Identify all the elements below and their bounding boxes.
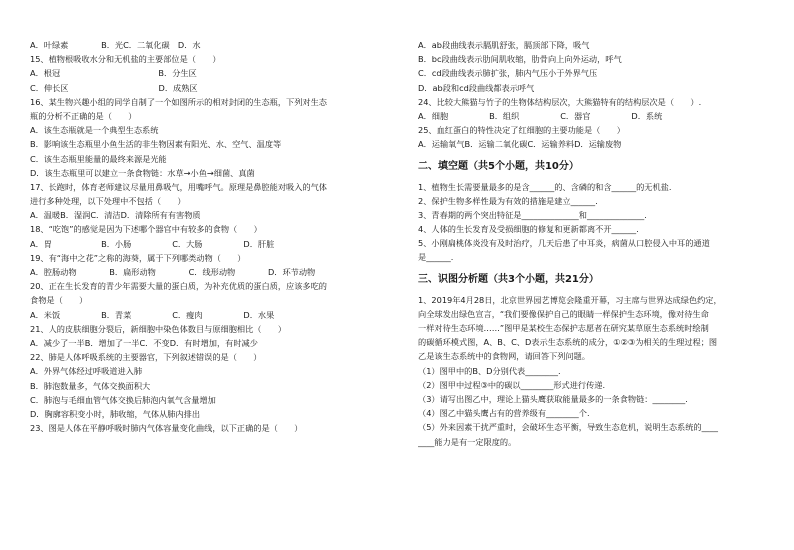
- text-line: B．bc段曲线表示肋间肌收缩，肋骨向上向外运动，呼气: [418, 54, 622, 65]
- text-line: B．肺泡数量多，气体交换面积大: [30, 380, 151, 391]
- text-line: 25、血红蛋白的特性决定了红细胞的主要功能是（ ）: [418, 125, 625, 136]
- right-column: [418, 38, 778, 449]
- text-line: 1、2019年4月28日，北京世界园艺博览会隆重开幕，习主席与世界达成绿色约定，: [418, 294, 722, 305]
- text-line: 15、植物根吸收水分和无机盐的主要部位是（ ）: [30, 54, 221, 65]
- text-line: 5、小刚扁桃体炎没有及时治疗，几天后患了中耳炎，病菌从口腔侵入中耳的通道: [418, 238, 710, 249]
- section-heading-fill-blank: 二、填空题（共5个小题，共10分）: [418, 160, 579, 172]
- text-line: 21、人的皮肤细胞分裂后，新细胞中染色体数目与原细胞相比（ ）: [30, 323, 287, 334]
- text-line: 进行多种处理，以下处理中不包括（ ）: [30, 196, 186, 207]
- text-line: 20、正在生长发育的青少年需要大量的蛋白质，为补充优质的蛋白质，应该多吃的: [30, 281, 327, 292]
- text-line: 24、比较大熊猫与竹子的生物体结构层次，大熊猫特有的结构层次是（ ）.: [418, 96, 702, 107]
- text-line: （2）图甲中过程③中的碳以________形式进行传递.: [418, 379, 606, 390]
- text-line: B．影响该生态瓶里小鱼生活的非生物因素有阳光、水、空气、温度等: [30, 139, 282, 150]
- text-line: A．细胞 B．组织 C．器官 D．系统: [418, 110, 663, 121]
- text-line: （3）请写出图乙中，理论上猫头鹰获取能量最多的一条食物链：________.: [418, 393, 688, 404]
- text-line: 向全球发出绿色宣言，“我们要像保护自己的眼睛一样保护生态环境，像对待生命: [418, 308, 709, 319]
- text-line: ____能力是有一定限度的。: [418, 436, 517, 447]
- text-line: 是______.: [418, 252, 454, 263]
- text-line: A．运输氧气B．运输二氧化碳C．运输养料D．运输废物: [418, 139, 622, 150]
- text-line: 的碳循环模式图，A、B、C、D表示生态系统的成分，①②③为相关的生理过程；图: [418, 337, 718, 348]
- text-line: 3、青春期的两个突出特征是______________和______________.: [418, 209, 647, 220]
- text-line: D．ab段和cd段曲线都表示呼气: [418, 82, 535, 93]
- text-line: 22、肺是人体呼吸系统的主要器官，下列叙述错误的是（ ）: [30, 352, 262, 363]
- text-line: C．肺泡与毛细血管气体交换后肺泡内氧气含量增加: [30, 394, 216, 405]
- text-line: 1、植物生长需要量最多的是含______的、含磷的和含______的无机盐.: [418, 181, 672, 192]
- text-line: A．胃 B．小肠 C．大肠 D．肝脏: [30, 238, 275, 249]
- text-line: 瓶的分析不正确的是（ ）: [30, 110, 137, 121]
- text-line: A．温暖B．湿润C．清洁D．清除所有有害物质: [30, 210, 201, 221]
- text-line: A．米饭 B．青菜 C．瘦肉 D．水果: [30, 309, 275, 320]
- text-line: 2、保护生物多样性最为有效的措施是建立______.: [418, 195, 598, 206]
- text-line: （4）图乙中猫头鹰占有的营养级有________个.: [418, 408, 590, 419]
- text-line: C．该生态瓶里能量的最终来源是光能: [30, 153, 167, 164]
- text-line: A．根冠 B．分生区: [30, 68, 197, 79]
- text-line: 4、人体的生长发育及受损细胞的修复和更新都离不开______.: [418, 224, 639, 235]
- text-line: 17、长跑时，体育老师建议尽量用鼻吸气，用嘴呼气。原理是鼻腔能对吸入的气体: [30, 181, 327, 192]
- text-line: D．该生态瓶里可以建立一条食物链：水草→小鱼→细菌、真菌: [30, 167, 255, 178]
- text-line: C．伸长区 D．成熟区: [30, 82, 198, 93]
- text-line: A．叶绿素 B．光C．二氧化碳 D．水: [30, 40, 201, 50]
- text-line: （5）外来因素干扰严重时，会破坏生态平衡，导致生态危机，说明生态系统的____: [418, 422, 718, 433]
- text-line: D．胸廓容积变小时，肺收缩，气体从肺内排出: [30, 408, 201, 419]
- text-line: 18、“吃饱”的感觉是因为下述哪个器官中有较多的食物（ ）: [30, 224, 262, 235]
- text-line: 16、某生物兴趣小组的同学自制了一个如图所示的相对封闭的生态瓶，下列对生态: [30, 96, 327, 107]
- text-line: C．cd段曲线表示肺扩张，肺内气压小于外界气压: [418, 68, 598, 79]
- left-column: [30, 38, 395, 435]
- text-line: 乙是该生态系统中的食物网，请回答下列问题。: [418, 351, 590, 362]
- text-line: A．减少了一半B．增加了一半C．不变D．有时增加，有时减少: [30, 337, 258, 348]
- section-heading-diagram-analysis: 三、识图分析题（共3个小题，共21分）: [418, 273, 599, 285]
- text-line: A．ab段曲线表示膈肌舒张，膈顶部下降，吸气: [418, 40, 590, 50]
- text-line: 23、图是人体在平静呼吸时肺内气体容量变化曲线，以下正确的是（ ）: [30, 423, 303, 434]
- text-line: A．腔肠动物 B．扁形动物 C．线形动物 D．环节动物: [30, 267, 316, 277]
- text-line: A．该生态瓶就是一个典型生态系统: [30, 125, 159, 136]
- text-line: （1）图甲中的B、D分别代表________.: [418, 365, 561, 376]
- text-line: 19、有“海中之花”之称的海葵，属于下列哪类动物（ ）: [30, 252, 246, 263]
- text-line: A．外界气体经过呼吸道进入肺: [30, 366, 143, 377]
- text-line: 食物是（ ）: [30, 295, 88, 306]
- text-line: 一样对待生态环境……”图甲是某校生态保护志愿者在研究某草原生态系统时绘制: [418, 323, 709, 333]
